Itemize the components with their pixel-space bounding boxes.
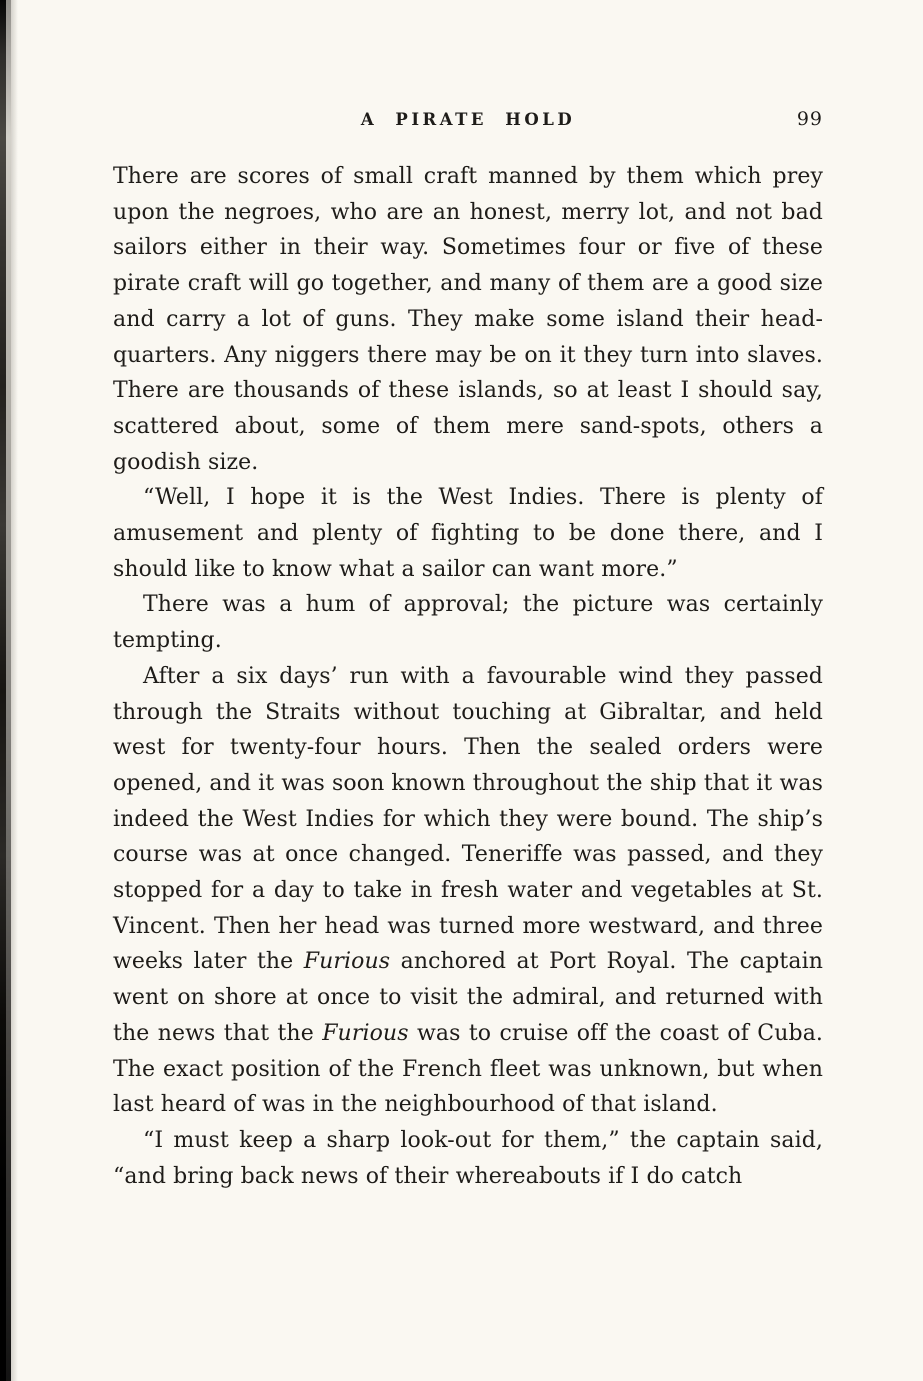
page-content <box>113 0 823 1194</box>
ship-name-italic: Furious <box>322 1020 409 1046</box>
paragraph <box>113 480 823 587</box>
text-segment: anchored at Port Royal. The captain went on shore at once to visit the admiral, and returned with the news that the <box>113 949 823 1046</box>
paragraph <box>113 587 823 658</box>
binding-shadow-dark-strip <box>0 0 6 1381</box>
binding-shadow-fade <box>11 0 18 1381</box>
binding-shadow-mid-strip <box>6 0 11 1381</box>
text-segment: “I must keep a sharp look-out for them,” the captain said, “and bring back news of their whereabouts if I do catch <box>113 1127 823 1189</box>
binding-shadow <box>0 0 18 1381</box>
text-segment: was to cruise off the coast of Cuba. The exact position of the French fleet was unknown, but when last heard of was in the neighbourhood of that island. <box>113 1020 823 1118</box>
text-segment: After a six days’ run with a favourable wind they passed through the Straits without touching at Gibraltar, and held west for twenty-four hours. Then the sealed orders were opened, and it was soon known throughout the ship that it was indeed the West Indies for which they were bound. The ship’s course was at once changed. Teneriffe was passed, and they stopped for a day to take in fresh water and vegetables at St. Vincent. Then her head was turned more westward, and three weeks later the <box>113 663 823 975</box>
paragraph <box>113 159 823 480</box>
running-title: A PIRATE HOLD <box>360 110 576 129</box>
paragraph <box>113 1123 823 1194</box>
body-text <box>113 159 823 1194</box>
text-segment: There are scores of small craft manned by them which prey upon the negroes, who are an honest, merry lot, and not bad sailors either in their way. Sometimes four or five of these pirate craft will go together, and many of them are a good size and carry a lot of guns. They make some island their head-quarters. Any niggers there may be on it they turn into slaves. There are thousands of these islands, so at least I should say, scattered about, some of them mere sand-spots, others a goodish size. <box>113 164 823 475</box>
page-header <box>113 110 823 134</box>
page-number: 99 <box>796 108 823 130</box>
paragraph <box>113 659 823 1123</box>
text-segment: “Well, I hope it is the West Indies. There is plenty of amusement and plenty of fighting to be done there, and I should like to know what a sailor can want more.” <box>113 485 823 582</box>
text-segment: There was a hum of approval; the picture was certainly tempting. <box>113 592 823 654</box>
ship-name-italic: Furious <box>303 949 391 975</box>
